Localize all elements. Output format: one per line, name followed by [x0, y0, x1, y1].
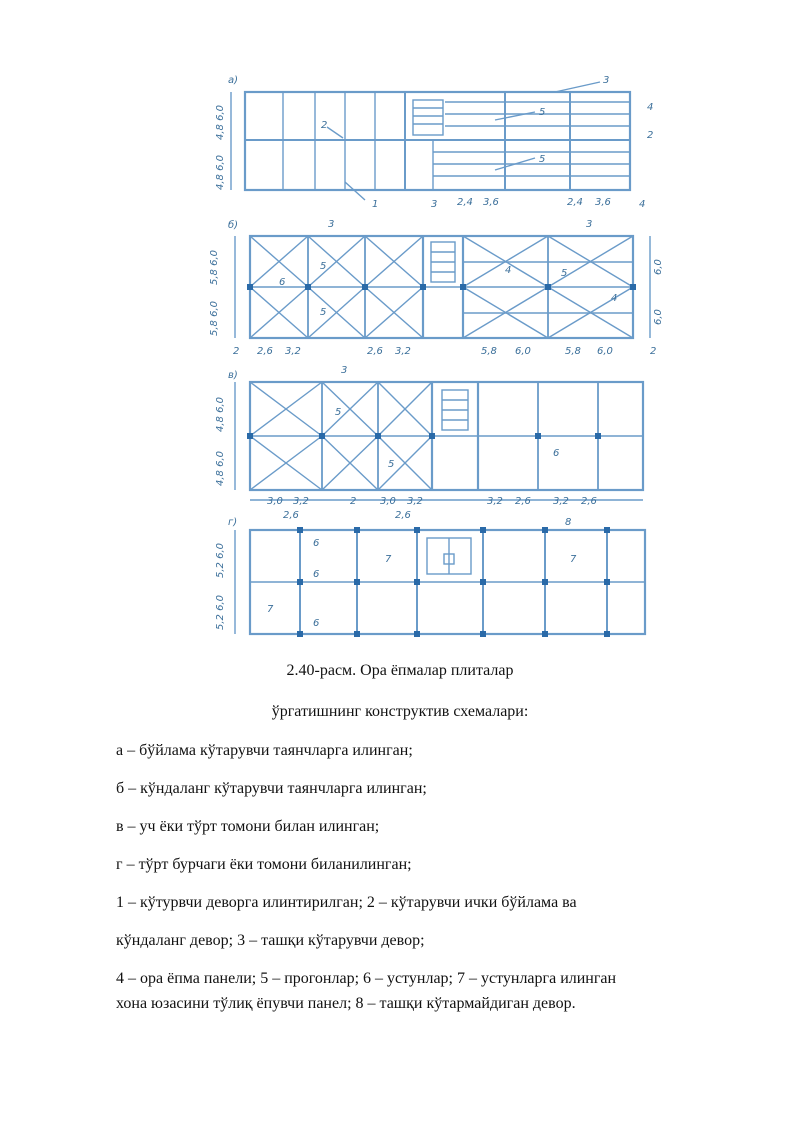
scheme-d-letter: г): [228, 517, 238, 528]
scheme-d-num: 6: [313, 538, 320, 549]
scheme-b-num: 4: [505, 265, 512, 276]
scheme-c-dim-bottom: 3,2: [553, 496, 569, 507]
scheme-c-dim-bottom2: 2,6: [283, 510, 299, 521]
legend-items-1a: 1 – кўтурвчи деворга илинтирилган; 2 – кўтарувчи ички бўйлама ва: [116, 894, 577, 911]
scheme-c-num: 6: [553, 448, 560, 459]
scheme-a-num: 1: [372, 199, 379, 210]
scheme-b-num: 5: [320, 307, 327, 318]
scheme-c-dim-bottom2: 2,6: [395, 510, 411, 521]
scheme-b-num: 2: [233, 346, 240, 357]
scheme-c-letter: в): [228, 370, 238, 381]
scheme-d-num: 7: [267, 604, 274, 615]
scheme-a-num: 4: [647, 102, 654, 113]
scheme-d-num: 6: [313, 618, 320, 629]
scheme-a-dim-bottom: 2,4: [567, 197, 583, 208]
scheme-b-dim-bottom: 6,0: [597, 346, 613, 357]
scheme-b-dim-right-2: 6,0: [653, 309, 664, 325]
scheme-b-dim-bottom: 5,8: [565, 346, 581, 357]
scheme-b-num: 3: [328, 219, 335, 230]
scheme-b-num: 5: [320, 261, 327, 272]
scheme-a-letter: а): [228, 75, 239, 86]
scheme-b-dim-bottom: 2,6: [367, 346, 383, 357]
scheme-c-dim-bottom: 3,2: [487, 496, 503, 507]
scheme-d-num: 7: [570, 554, 577, 565]
scheme-a-num: 3: [431, 199, 438, 210]
scheme-a-dim-bottom: 3,6: [483, 197, 499, 208]
scheme-a-dim-left-1: 4,8 6,0: [215, 105, 226, 140]
scheme-b-dim-bottom: 2,6: [257, 346, 273, 357]
scheme-d: [235, 530, 645, 634]
scheme-b-dim-bottom: 3,2: [395, 346, 411, 357]
scheme-c-dim-left-2: 4,8 6,0: [215, 451, 226, 486]
scheme-d-num: 8: [565, 517, 572, 528]
scheme-a-num: 2: [321, 120, 328, 131]
scheme-b-dim-bottom: 6,0: [515, 346, 531, 357]
scheme-c-dim-bottom: 3,0: [380, 496, 396, 507]
figure-caption-line2: ўргатишнинг конструктив схемалари:: [271, 703, 529, 720]
figure-caption-line1: 2.40-расм. Ора ёпмалар плиталар: [286, 662, 514, 679]
scheme-c-dim-bottom: 3,2: [407, 496, 423, 507]
scheme-b-num: 2: [650, 346, 657, 357]
scheme-c-dim-left-1: 4,8 6,0: [215, 397, 226, 432]
scheme-a-num: 3: [603, 75, 610, 86]
schemes-drawing: [195, 70, 665, 645]
scheme-a: [231, 82, 630, 200]
scheme-c-num: 5: [335, 407, 342, 418]
scheme-c-dim-bottom: 3,2: [293, 496, 309, 507]
legend-v: в – уч ёки тўрт томони билан илинган;: [116, 818, 380, 835]
structural-schemes-figure: [195, 70, 665, 645]
scheme-a-num: 2: [647, 130, 654, 141]
scheme-c-num: 3: [341, 365, 348, 376]
scheme-c-dim-bottom: 2,6: [515, 496, 531, 507]
legend-b: б – кўндаланг кўтарувчи таянчларга илинган;: [116, 780, 427, 797]
legend-g: г – тўрт бурчаги ёки томони биланилинган;: [116, 856, 412, 873]
scheme-a-num: 4: [639, 199, 646, 210]
scheme-b-num: 5: [561, 268, 568, 279]
scheme-c-num: 5: [388, 459, 395, 470]
scheme-b-dim-bottom: 5,8: [481, 346, 497, 357]
scheme-a-dim-bottom: 3,6: [595, 197, 611, 208]
scheme-a-dim-left-2: 4,8 6,0: [215, 155, 226, 190]
scheme-a-dim-bottom: 2,4: [457, 197, 473, 208]
scheme-d-dim-left-1: 5,2 6,0: [215, 543, 226, 578]
scheme-d-num: 7: [385, 554, 392, 565]
scheme-a-num: 5: [539, 107, 546, 118]
scheme-b-num: 6: [279, 277, 286, 288]
legend-a: а – бўйлама кўтарувчи таянчларга илинган;: [116, 742, 413, 759]
scheme-b-dim-bottom: 3,2: [285, 346, 301, 357]
scheme-d-dim-left-2: 5,2 6,0: [215, 595, 226, 630]
scheme-b-num: 3: [586, 219, 593, 230]
scheme-c-dim-bottom: 2,6: [581, 496, 597, 507]
scheme-b-dim-left-1: 5,8 6,0: [209, 250, 220, 285]
scheme-b-dim-right-1: 6,0: [653, 259, 664, 275]
scheme-b-num: 4: [611, 293, 618, 304]
scheme-b-letter: б): [228, 220, 239, 231]
legend-items-2b: хона юзасини тўлиқ ёпувчи панел; 8 – ташқи кўтармайдиган девор.: [116, 995, 576, 1012]
scheme-a-num: 5: [539, 154, 546, 165]
scheme-d-num: 6: [313, 569, 320, 580]
legend-items-1b: кўндаланг девор; 3 – ташқи кўтарувчи девор;: [116, 932, 425, 949]
scheme-b-dim-left-2: 5,8 6,0: [209, 301, 220, 336]
scheme-c-num: 2: [350, 496, 357, 507]
scheme-c: [235, 382, 643, 500]
legend-items-2a: 4 – ора ёпма панели; 5 – прогонлар; 6 – устунлар; 7 – устунларга илинган: [116, 970, 617, 987]
scheme-c-dim-bottom: 3,0: [267, 496, 283, 507]
scheme-b: [235, 236, 650, 338]
